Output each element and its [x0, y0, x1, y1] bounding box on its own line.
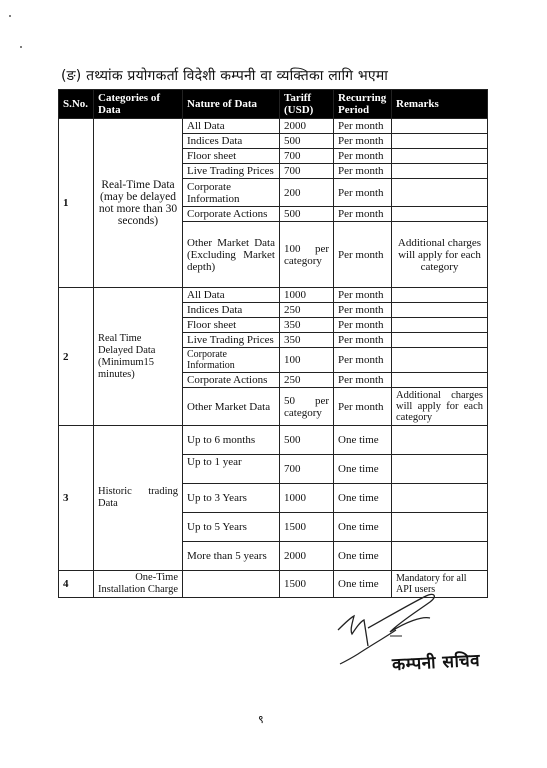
cell-remarks [392, 513, 488, 542]
cell-period: Per month [334, 348, 392, 373]
cell-nature: Floor sheet [183, 318, 280, 333]
cell-remarks [392, 134, 488, 149]
header-sno: S.No. [59, 90, 94, 119]
cell-period: Per month [334, 388, 392, 426]
cell-nature: Up to 1 year [183, 455, 280, 484]
cell-tariff: 700 [280, 164, 334, 179]
header-remarks: Remarks [392, 90, 488, 119]
cell-nature: Other Market Data (Excluding Market depth) [183, 222, 280, 288]
cell-tariff: 100 per category [280, 222, 334, 288]
cell-nature: Corporate Actions [183, 373, 280, 388]
cell-remarks [392, 119, 488, 134]
cell-period: One time [334, 542, 392, 571]
signature-stroke [338, 616, 368, 646]
cell-remarks [392, 318, 488, 333]
cell-nature: Up to 5 Years [183, 513, 280, 542]
cell-nature: Up to 6 months [183, 426, 280, 455]
table-row [59, 119, 488, 134]
cell-period: Per month [334, 288, 392, 303]
cell-remarks [392, 164, 488, 179]
cell-tariff: 500 [280, 426, 334, 455]
cell-nature: More than 5 years [183, 542, 280, 571]
cell-tariff: 500 [280, 134, 334, 149]
cell-period: One time [334, 484, 392, 513]
cell-nature: Live Trading Prices [183, 164, 280, 179]
cell-sno: 1 [59, 119, 94, 288]
cell-period: Per month [334, 134, 392, 149]
cell-remarks: Mandatory for all API users [392, 571, 488, 598]
cell-nature: Other Market Data [183, 388, 280, 426]
header-nature: Nature of Data [183, 90, 280, 119]
cell-period: Per month [334, 164, 392, 179]
cell-category: Real-Time Data (may be delayed not more than 30 seconds) [94, 119, 183, 288]
cell-nature: All Data [183, 288, 280, 303]
cell-remarks [392, 348, 488, 373]
cell-nature: Corporate Actions [183, 207, 280, 222]
cell-tariff: 250 [280, 373, 334, 388]
page-number: ९ [258, 713, 264, 726]
cell-remarks [392, 149, 488, 164]
cell-tariff: 1500 [280, 571, 334, 598]
cell-period: Per month [334, 333, 392, 348]
cell-period: Per month [334, 303, 392, 318]
cell-period: Per month [334, 373, 392, 388]
cell-remarks [392, 455, 488, 484]
cell-period: Per month [334, 207, 392, 222]
cell-period: Per month [334, 222, 392, 288]
cell-nature: Up to 3 Years [183, 484, 280, 513]
cell-remarks [392, 542, 488, 571]
cell-remarks [392, 333, 488, 348]
cell-nature: Corporate Information [183, 348, 280, 373]
cell-tariff: 350 [280, 318, 334, 333]
header-period: Recurring Period [334, 90, 392, 119]
cell-sno: 4 [59, 571, 94, 598]
cell-remarks [392, 179, 488, 207]
cell-remarks [392, 288, 488, 303]
cell-tariff: 200 [280, 179, 334, 207]
company-secretary-stamp: कम्पनी सचिव [391, 650, 481, 676]
header-tariff: Tariff (USD) [280, 90, 334, 119]
cell-tariff: 700 [280, 149, 334, 164]
cell-tariff: 100 [280, 348, 334, 373]
cell-category: Historic trading Data [94, 426, 183, 571]
cell-nature: Live Trading Prices [183, 333, 280, 348]
scan-speck [9, 15, 11, 17]
cell-sno: 2 [59, 288, 94, 426]
cell-tariff: 1000 [280, 288, 334, 303]
cell-period: Per month [334, 149, 392, 164]
table-row [59, 426, 488, 455]
cell-period: One time [334, 571, 392, 598]
cell-remarks: Additional charges will apply for each category [392, 222, 488, 288]
cell-remarks [392, 207, 488, 222]
table-header-row [59, 90, 488, 119]
cell-period: One time [334, 513, 392, 542]
table-row [59, 288, 488, 303]
cell-tariff: 1000 [280, 484, 334, 513]
cell-period: Per month [334, 318, 392, 333]
cell-nature: Corporate Information [183, 179, 280, 207]
cell-tariff: 1500 [280, 513, 334, 542]
cell-tariff: 350 [280, 333, 334, 348]
tariff-table [58, 89, 488, 598]
scan-speck [20, 46, 22, 48]
cell-period: One time [334, 426, 392, 455]
cell-tariff: 250 [280, 303, 334, 318]
cell-remarks [392, 484, 488, 513]
cell-nature: Indices Data [183, 303, 280, 318]
cell-period: Per month [334, 119, 392, 134]
signature-stroke [368, 594, 434, 632]
cell-period: One time [334, 455, 392, 484]
header-category: Categories of Data [94, 90, 183, 119]
cell-remarks [392, 426, 488, 455]
cell-remarks [392, 303, 488, 318]
cell-tariff: 500 [280, 207, 334, 222]
cell-category: One-Time Installation Charge [94, 571, 183, 598]
cell-nature: All Data [183, 119, 280, 134]
signature-stroke [340, 630, 396, 664]
cell-tariff: 2000 [280, 542, 334, 571]
cell-tariff: 700 [280, 455, 334, 484]
cell-tariff: 50 per category [280, 388, 334, 426]
cell-remarks: Additional charges will apply for each category [392, 388, 488, 426]
cell-nature: Floor sheet [183, 149, 280, 164]
cell-tariff: 2000 [280, 119, 334, 134]
cell-category: Real Time Delayed Data (Minimum15 minutes) [94, 288, 183, 426]
section-heading: (ङ) तथ्यांक प्रयोगकर्ता विदेशी कम्पनी वा व्यक्तिका लागि भएमा [61, 68, 389, 84]
cell-period: Per month [334, 179, 392, 207]
cell-remarks [392, 373, 488, 388]
cell-sno: 3 [59, 426, 94, 571]
cell-nature [183, 571, 280, 598]
cell-nature: Indices Data [183, 134, 280, 149]
